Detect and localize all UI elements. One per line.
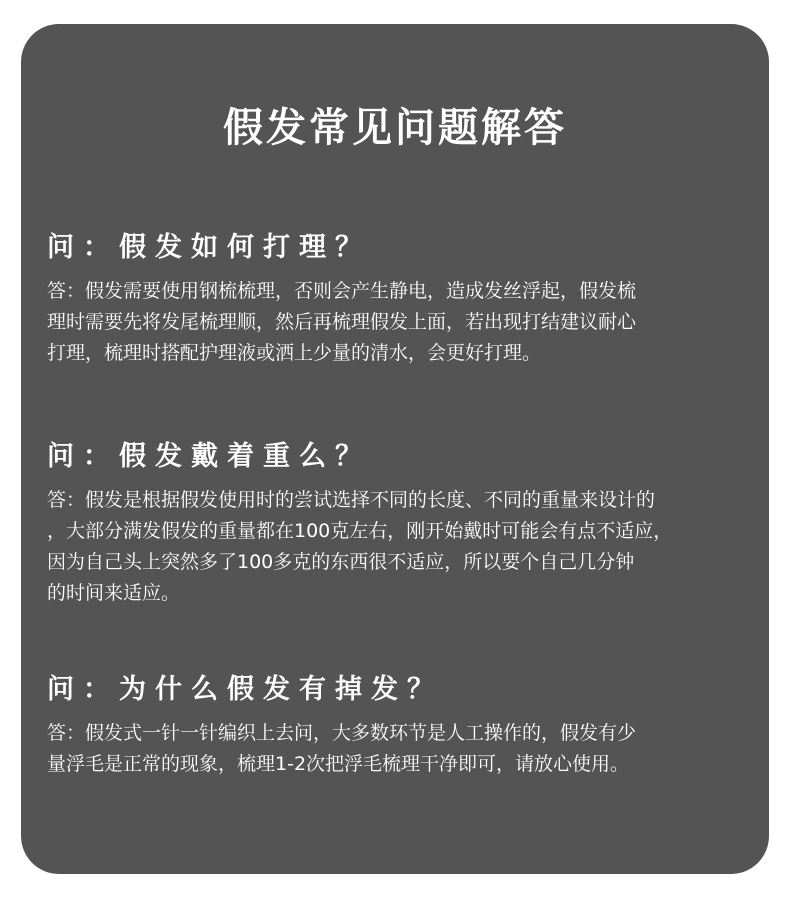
faq-question: 问：为什么假发有掉发？: [47, 674, 443, 705]
page-title: 假发常见问题解答: [223, 105, 567, 151]
faq-question: 问：假发如何打理？: [47, 232, 371, 263]
faq-card: [21, 24, 769, 874]
faq-answer: 答：假发式一针一针编织上去问，大多数环节是人工操作的，假发有少 量浮毛是正常的现象，梳理1-2次把浮毛梳理干净即可，请放心使用。: [47, 722, 637, 775]
faq-item-care: [47, 230, 759, 369]
faq-answer: 答：假发需要使用钢梳梳理，否则会产生静电，造成发丝浮起，假发梳 理时需要先将发尾梳理顺，然后再梳理假发上面，若出现打结建议耐心 打理，梳理时搭配护理液或洒上少量的清水，会更好打理。: [47, 280, 637, 364]
faq-item-weight: [47, 439, 759, 609]
faq-question: 问：假发戴着重么？: [47, 441, 371, 472]
faq-answer: 答：假发是根据假发使用时的尝试选择不同的长度、不同的重量来设计的 ，大部分满发假发的重量都在100克左右，刚开始戴时可能会有点不适应， 因为自己头上突然多了100多克的东西很不适应，所以要个自己几分钟 的时间来适应。: [47, 489, 673, 604]
faq-item-shedding: [47, 672, 759, 780]
